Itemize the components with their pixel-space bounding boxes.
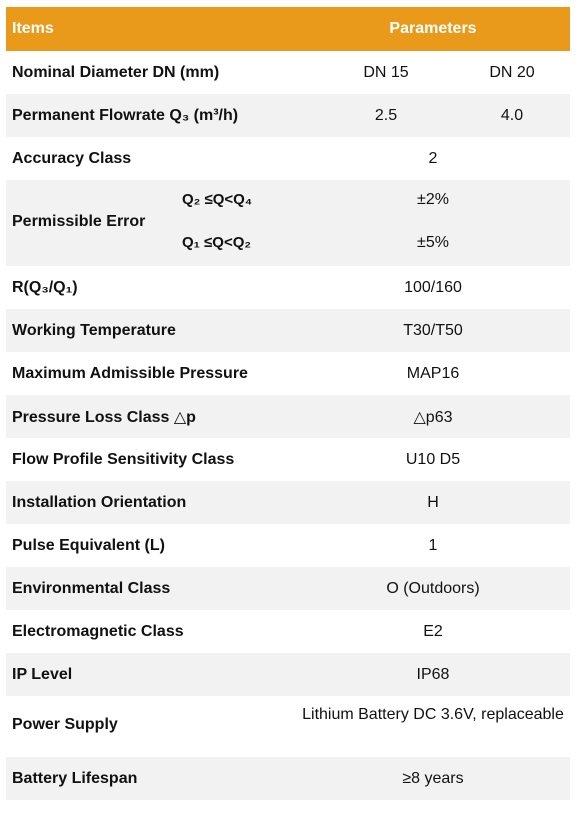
value-flow-dn15: 2.5 — [374, 106, 398, 124]
row-label: Maximum Admissible Pressure — [12, 364, 248, 382]
spec-table — [6, 7, 570, 800]
row-label: Battery Lifespan — [12, 769, 138, 787]
row-ratio — [6, 266, 570, 309]
row-label: Environmental Class — [12, 579, 171, 597]
row-value: O (Outdoors) — [386, 579, 480, 597]
row-value: 2 — [428, 149, 438, 167]
row-label: Pulse Equivalent (L) — [12, 536, 165, 554]
row-label: Electromagnetic Class — [12, 622, 184, 640]
row-pulse-equivalent — [6, 524, 570, 567]
row-permanent-flowrate — [6, 94, 570, 137]
row-battery-lifespan — [6, 757, 570, 800]
row-label: Nominal Diameter DN (mm) — [12, 63, 220, 81]
row-label: Working Temperature — [12, 321, 176, 339]
value-lower-error: ±5% — [417, 234, 449, 251]
row-environmental-class — [6, 567, 570, 610]
table-header — [6, 7, 570, 51]
row-value: E2 — [423, 622, 443, 640]
value-flow-dn20: 4.0 — [500, 106, 524, 124]
row-permissible-error — [6, 180, 570, 266]
row-flow-profile — [6, 438, 570, 481]
row-value: Lithium Battery DC 3.6V, replaceable — [302, 706, 564, 723]
row-label: Accuracy Class — [12, 149, 132, 167]
row-value: IP68 — [416, 665, 450, 683]
header-parameters: Parameters — [389, 20, 477, 37]
row-label: Permanent Flowrate Q₃ (m³/h) — [12, 106, 239, 124]
row-label: Permissible Error — [12, 213, 146, 230]
sub-range-upper: Q₂ ≤Q<Q₄ — [182, 191, 252, 208]
row-value: H — [427, 493, 439, 511]
row-value: 1 — [428, 536, 438, 554]
header-items: Items — [12, 20, 54, 37]
sub-range-lower: Q₁ ≤Q<Q₂ — [182, 234, 252, 251]
row-label: R(Q₃/Q₁) — [12, 278, 78, 296]
row-label: IP Level — [12, 665, 73, 683]
row-working-temperature — [6, 309, 570, 352]
row-value: MAP16 — [406, 364, 460, 382]
row-electromagnetic-class — [6, 610, 570, 653]
row-value: U10 D5 — [405, 450, 461, 468]
row-accuracy-class — [6, 137, 570, 180]
row-label: Installation Orientation — [12, 493, 187, 511]
row-value: ≥8 years — [402, 769, 464, 787]
row-ip-level — [6, 653, 570, 696]
row-label: Pressure Loss Class △p — [12, 408, 196, 426]
row-power-supply — [6, 696, 570, 757]
row-label: Power Supply — [12, 716, 118, 733]
row-value: T30/T50 — [403, 321, 463, 339]
row-nominal-diameter — [6, 51, 570, 94]
value-dn15: DN 15 — [363, 63, 409, 81]
row-label: Flow Profile Sensitivity Class — [12, 450, 235, 468]
value-upper-error: ±2% — [417, 191, 449, 208]
row-value: 100/160 — [404, 278, 462, 296]
row-installation-orientation — [6, 481, 570, 524]
value-dn20: DN 20 — [489, 63, 535, 81]
row-value: △p63 — [413, 408, 453, 426]
row-max-pressure — [6, 352, 570, 395]
row-pressure-loss — [6, 395, 570, 438]
